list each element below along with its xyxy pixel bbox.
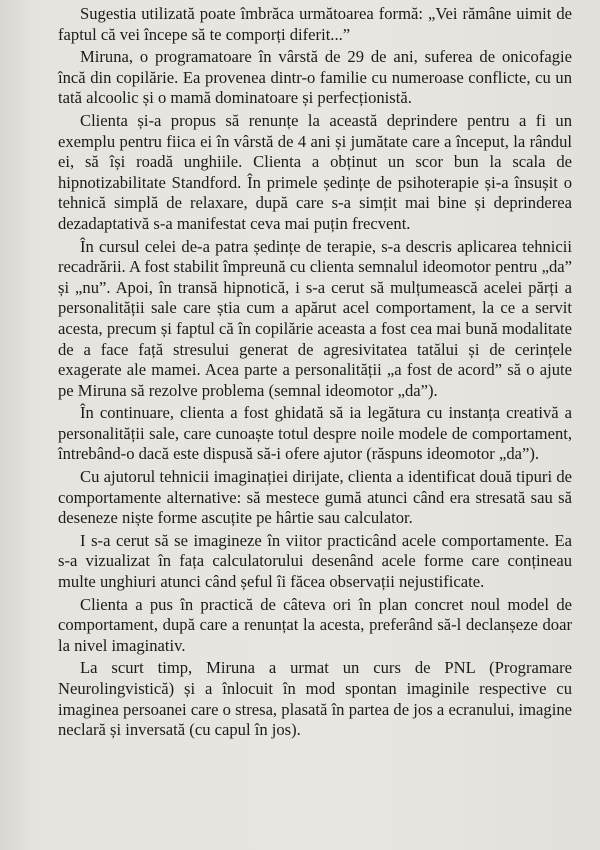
paragraph-creative-instance: În continuare, clienta a fost ghidată să ia legătura cu instanța creativă a personalității sale, care cunoaște totul despre noile modele de comportament, întrebând-o dacă este dispusă să-i ofere ajutor (răspuns ideomotor „da”). [58,403,572,464]
paragraph-reframing: În cursul celei de-a patra ședințe de terapie, s-a descris aplicarea tehnicii recadrării. A fost stabilit împreună cu clienta semnalul ideomotor pentru „da” și „nu”. Apoi, în transă hipnotică, i s-a cerut să mulțumească acelei părți a personalității sale care știa cum a apărut acel comportament, la ce a servit acesta, precum și faptul că în copilărie aceasta a fost cea mai bună modalitate de a face față stresului generat de agresivitatea tatălui și de cerințele exagerate ale mamei. Acea parte a personalității „a fost de acord” să o ajute pe Miruna să rezolve problema (semnal ideomotor „da”). [58,236,572,400]
paragraph-future-practice: I s-a cerut să se imagineze în viitor practicând acele comportamente. Ea s-a vizualizat în fața calculatorului desenând acele forme care conțineau multe unghiuri atunci când șeful îi făcea observații nejustificate. [58,530,572,592]
paragraph-suggestion: Sugestia utilizată poate îmbrăca următoarea formă: „Vei rămâne uimit de faptul că vei începe să te comporți diferit...” [58,4,572,44]
paragraph-nlp-course: La scurt timp, Miruna a urmat un curs de PNL (Programare Neurolingvistică) și a înlocuit în mod spontan imaginile respective cu imaginea persoanei care o stresa, plasată în partea de jos a ecranului, imagine neclară și inversată (cu capul în jos). [58,658,572,740]
paragraph-guided-imagery: Cu ajutorul tehnicii imaginației dirijate, clienta a identificat două tipuri de comportamente alternative: să mestece gumă atunci când era stresată sau să deseneze niște forme ascuțite pe hârtie sau calculator. [58,467,572,528]
paragraph-client-goal: Clienta și-a propus să renunțe la această deprindere pentru a fi un exemplu pentru fiica ei în vârstă de 4 ani și jumătate care a început, la rândul ei, să își roadă unghiile. Clienta a obținut un scor bun la scala de hipnotizabilitate Standford. În primele ședințe de psihoterapie și-a însușit o tehnică simplă de relaxare, după care s-a simțit mai bine și deprinderea dezadaptativă s-a manifestat ceva mai puțin frecvent. [58,110,572,233]
paragraph-miruna-intro: Miruna, o programatoare în vârstă de 29 de ani, suferea de onicofagie încă din copilărie. Ea provenea dintr-o familie cu numeroase conflicte, cu un tată alcoolic și o mamă dominatoare și perfecționistă. [58,47,572,108]
paragraph-concrete-practice: Clienta a pus în practică de câteva ori în plan concret noul model de comportament, după care a renunțat la acesta, preferând să-l declanșeze doar la nivel imaginativ. [58,594,572,655]
